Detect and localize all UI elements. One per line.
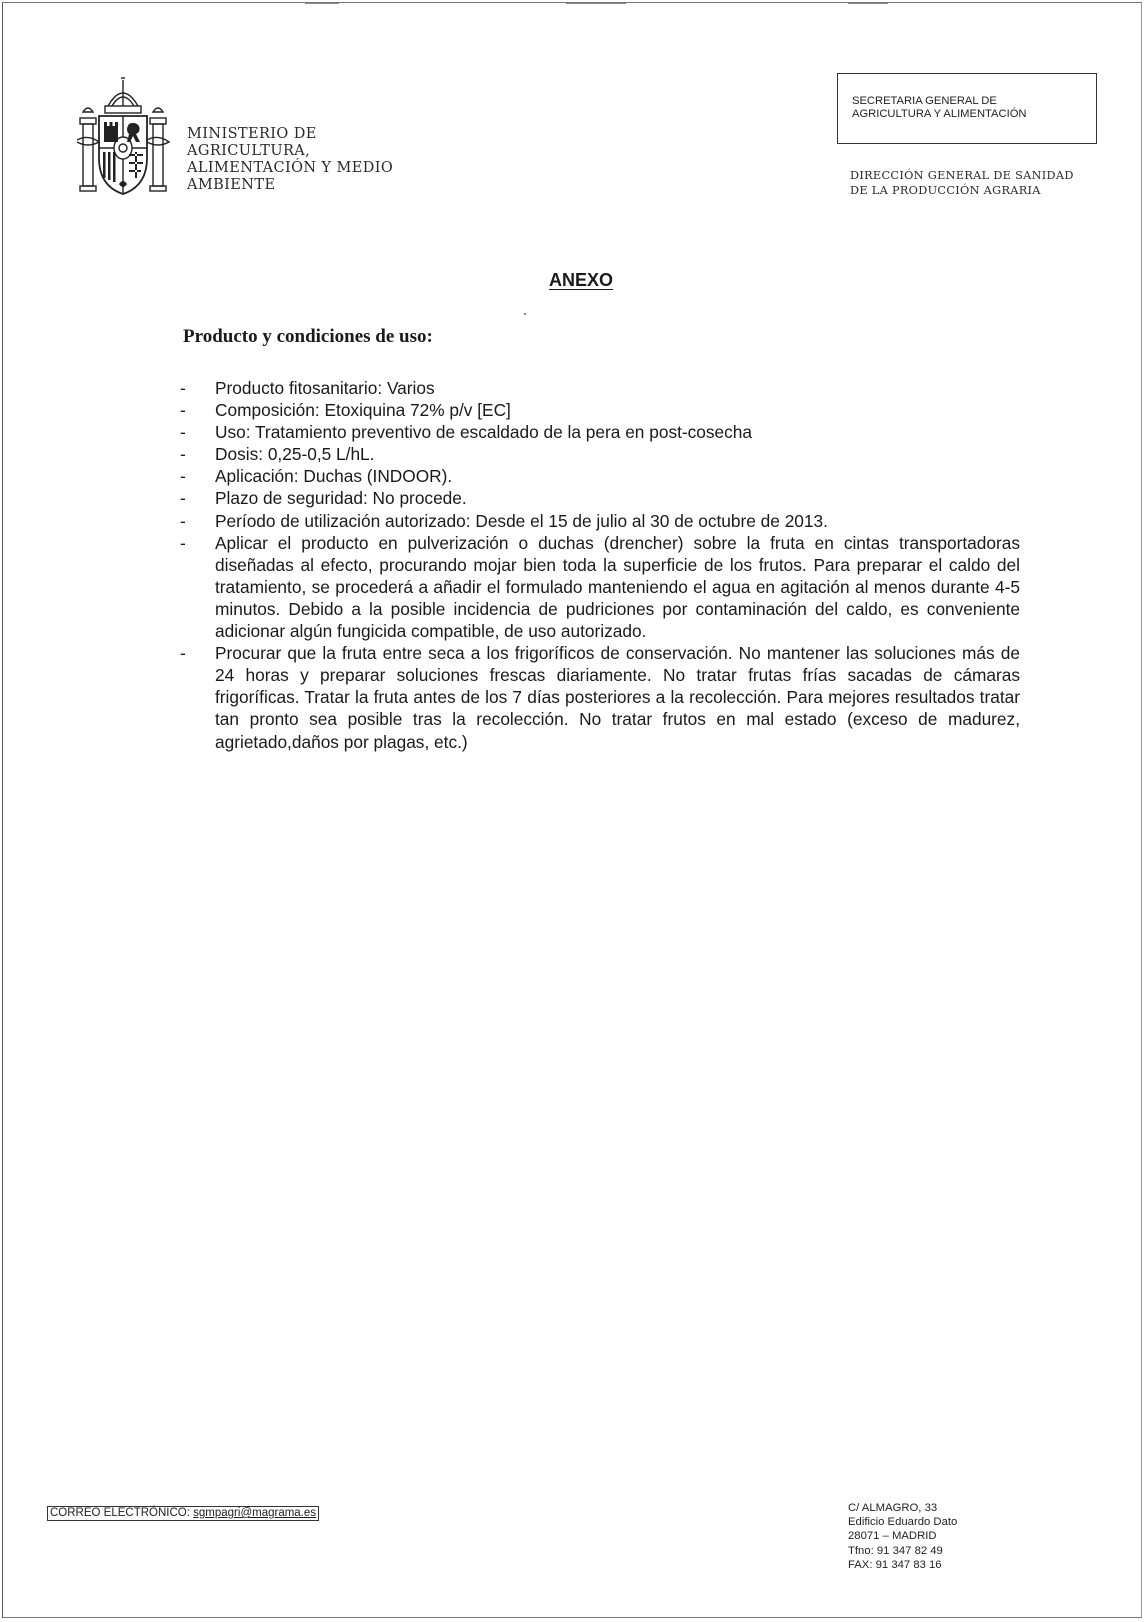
list-item [180, 532, 1020, 642]
bullet-dash: - [180, 444, 186, 465]
list-item [180, 399, 1020, 421]
email-box [47, 1506, 319, 1521]
section-heading: Producto y condiciones de uso: [183, 326, 433, 347]
ministry-name-line: AMBIENTE [187, 177, 276, 193]
page-border [2, 2, 1142, 1618]
direccion-line: DE LA PRODUCCIÓN AGRARIA [850, 184, 1041, 197]
list-item-text: Uso: Tratamiento preventivo de escaldado de la pera en post-cosecha [215, 422, 753, 443]
address-line: C/ ALMAGRO, 33 [848, 1502, 938, 1514]
bullet-dash: - [180, 400, 186, 421]
list-item [180, 377, 1020, 399]
ministry-name-line: MINISTERIO DE [187, 126, 317, 142]
list-item [180, 443, 1020, 465]
address-line: 28071 – MADRID [848, 1530, 937, 1543]
conditions-list [180, 377, 1020, 753]
bullet-dash: - [180, 422, 186, 443]
bullet-dash: - [180, 466, 186, 487]
bullet-dash: - [180, 510, 186, 531]
list-item-text: Período de utilización autorizado: Desde el 15 de julio al 30 de octubre de 2013. [215, 510, 828, 531]
scan-speck [848, 3, 888, 4]
annex-title-text: ANEXO [548, 270, 613, 290]
spanish-coat-of-arms-icon [75, 76, 171, 200]
list-item [180, 421, 1020, 443]
postal-address [848, 1501, 957, 1572]
list-item [180, 510, 1020, 532]
ministry-name [187, 126, 393, 194]
list-item-text: Composición: Etoxiquina 72% p/v [EC] [215, 400, 511, 421]
direccion-general [850, 168, 1074, 198]
bullet-dash: - [180, 532, 186, 553]
ministry-name-line: ALIMENTACIÓN Y MEDIO [187, 160, 394, 176]
page-title [0, 270, 1146, 291]
list-item-text: Plazo de seguridad: No procede. [215, 488, 467, 509]
address-line: Edificio Eduardo Dato [848, 1516, 958, 1529]
email-label: CORREO ELECTRÓNICO: [50, 1507, 190, 1519]
email-link[interactable]: sgmpagri@magrama.es [193, 1507, 317, 1519]
scan-speck [566, 3, 626, 4]
list-item [180, 465, 1020, 487]
ministry-name-line: AGRICULTURA, [187, 143, 311, 159]
list-item-text: Procurar que la fruta entre seca a los frigoríficos de conservación. No mantener las soluciones más de 24 horas y preparar soluciones frescas diariamente. No tratar frutas frías sacadas de cámaras frigoríficas. Tratar la fruta antes de los 7 días posteriores a la recolección. Para mejores resultados tratar tan pronto sea posible tras la recolección. No tratar frutos en mal estado (exceso de madurez, agrietado,daños por plagas, etc.) [215, 643, 1020, 752]
bullet-dash: - [180, 643, 186, 664]
list-item-text: Aplicación: Duchas (INDOOR). [215, 466, 453, 487]
secretaria-line: SECRETARIA GENERAL DE [852, 95, 997, 107]
scan-speck [524, 313, 526, 315]
list-item [180, 487, 1020, 509]
address-line: FAX: 91 347 83 16 [848, 1558, 942, 1571]
address-line: Tfno: 91 347 82 49 [848, 1544, 943, 1557]
bullet-dash: - [180, 488, 186, 509]
direccion-line: DIRECCIÓN GENERAL DE SANIDAD [850, 169, 1074, 182]
list-item-text: Dosis: 0,25-0,5 L/hL. [215, 444, 375, 465]
list-item-text: Aplicar el producto en pulverización o duchas (drencher) sobre la fruta en cintas transportadoras diseñadas al efecto, procurando mojar bien toda la superficie de los frutos. Para preparar el caldo del tratamiento, se procederá a añadir el formulado manteniendo el agua en agitación al menos durante 4-5 minutos. Debido a la posible incidencia de pudriciones por contaminación del caldo, es conveniente adicionar algún fungicida compatible, de uso autorizado. [215, 532, 1020, 642]
secretaria-line: AGRICULTURA Y ALIMENTACIÓN [852, 108, 1027, 120]
list-item [180, 642, 1020, 752]
scan-speck [305, 3, 339, 4]
list-item-text: Producto fitosanitario: Varios [215, 378, 435, 398]
bullet-dash: - [180, 378, 186, 398]
secretaria-box [837, 73, 1097, 144]
